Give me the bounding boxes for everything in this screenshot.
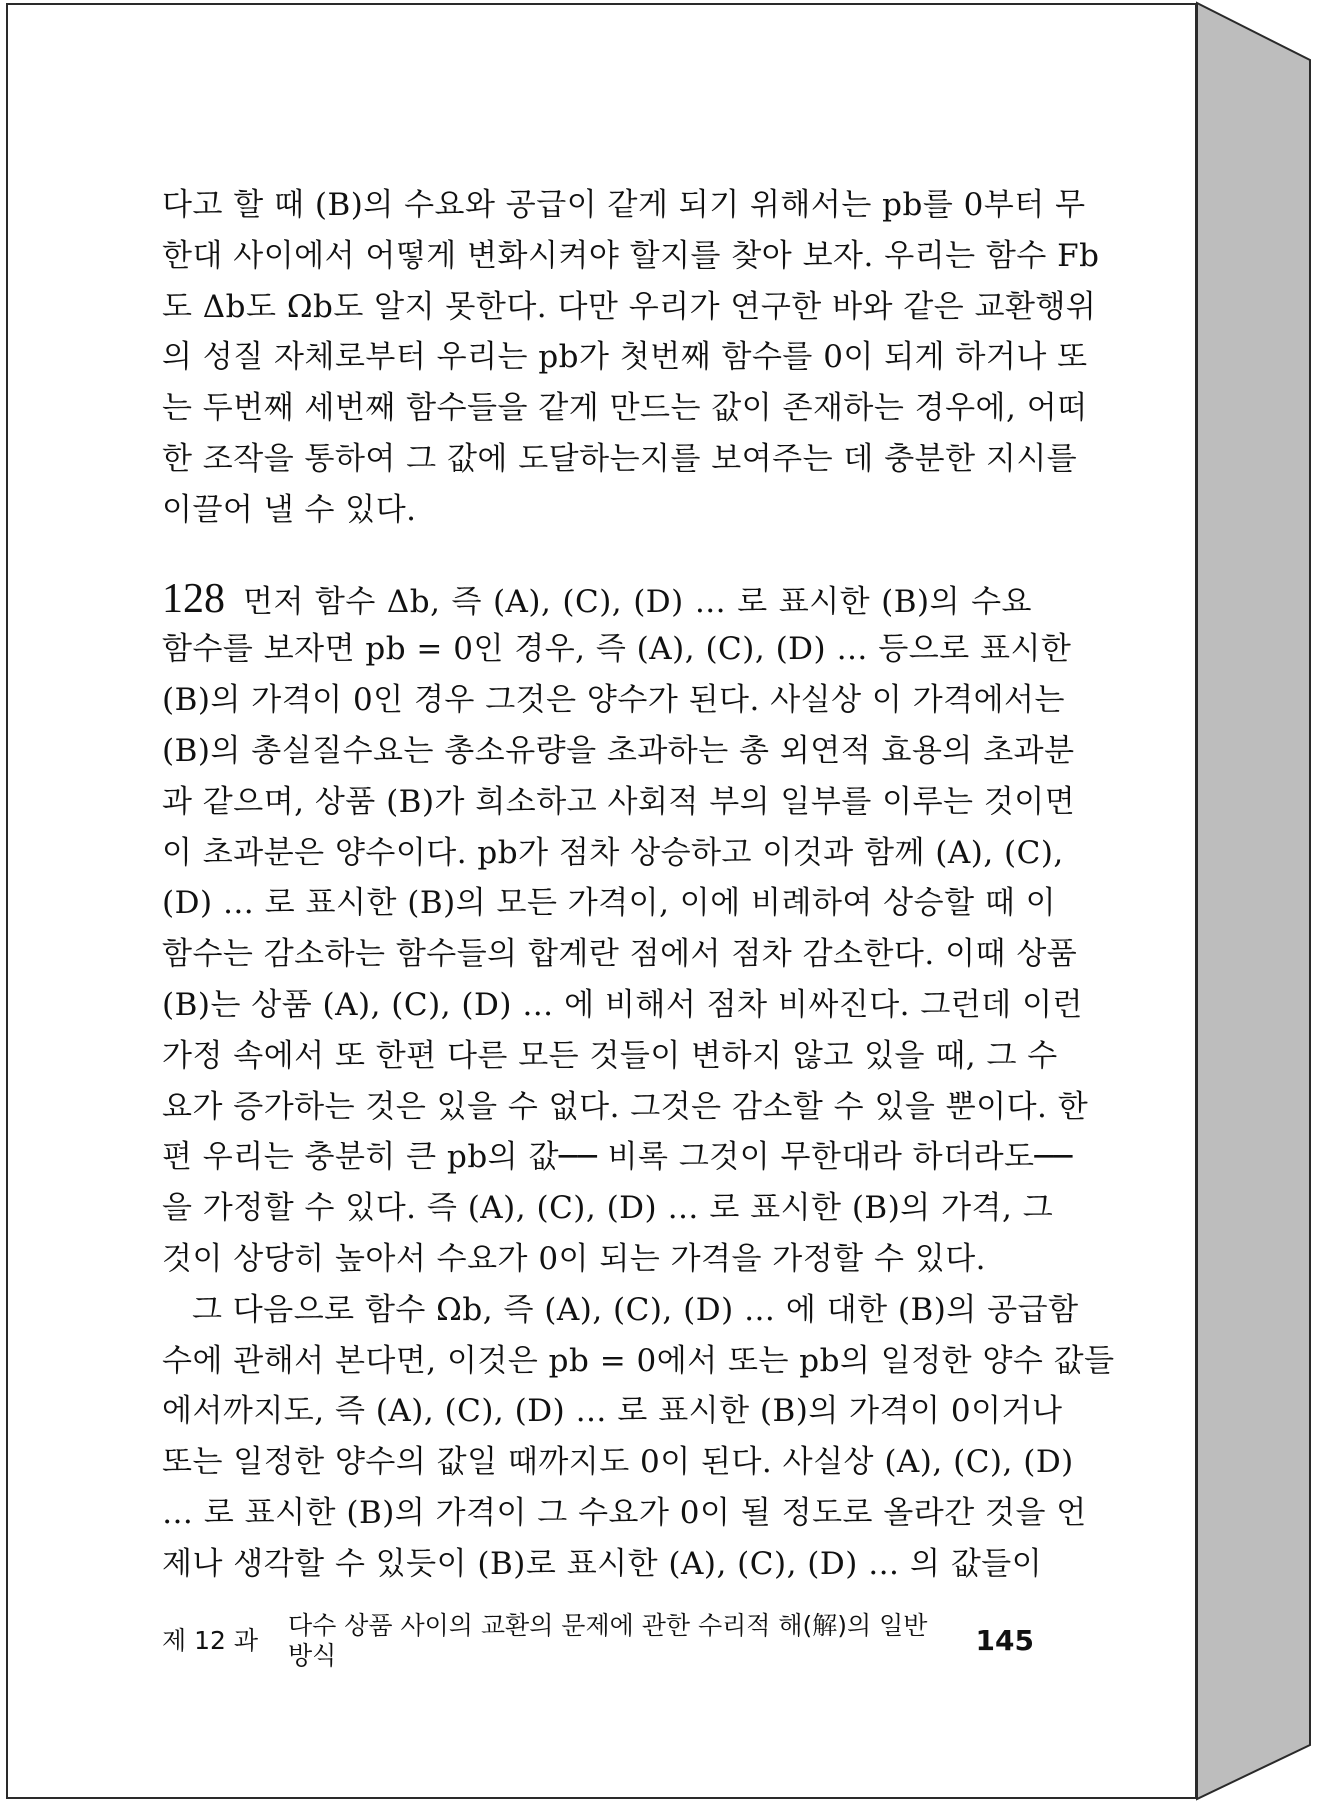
text-line: (B)는 상품 (A), (C), (D) … 에 비해서 점차 비싸진다. 그런데 이런 bbox=[162, 986, 1083, 1023]
text-line: (D) … 로 표시한 (B)의 모든 가격이, 이에 비례하여 상승할 때 이 bbox=[162, 885, 1057, 922]
text-line: 도 Δb도 Ωb도 알지 못한다. 다만 우리가 연구한 바와 같은 교환행위 bbox=[162, 288, 1097, 325]
text-line-first bbox=[162, 574, 1032, 625]
text-line-content: 먼저 함수 Δb, 즉 (A), (C), (D) … 로 표시한 (B)의 수요 bbox=[243, 583, 1032, 620]
paragraph-3 bbox=[162, 1285, 1115, 1590]
text-line: 그 다음으로 함수 Ωb, 즉 (A), (C), (D) … 에 대한 (B)의 공급함 bbox=[192, 1291, 1079, 1328]
text-line: 다고 할 때 (B)의 수요와 공급이 같게 되기 위해서는 pb를 0부터 무 bbox=[162, 187, 1086, 223]
paragraph-gap bbox=[162, 536, 1032, 574]
body-text bbox=[162, 180, 1115, 1590]
text-line: 또는 일정한 양수의 값일 때까지도 0이 된다. 사실상 (A), (C), (D) bbox=[162, 1444, 1074, 1481]
text-line: 제나 생각할 수 있듯이 (B)로 표시한 (A), (C), (D) … 의 값들이 bbox=[162, 1545, 1043, 1582]
chapter-label: 제 12 과 bbox=[162, 1626, 259, 1655]
text-line: 의 성질 자체로부터 우리는 pb가 첫번째 함수를 0이 되게 하거나 또 bbox=[162, 339, 1088, 376]
text-line: 한대 사이에서 어떻게 변화시켜야 할지를 찾아 보자. 우리는 함수 Fb bbox=[162, 237, 1100, 274]
text-line: 이끌어 낼 수 있다. bbox=[162, 491, 417, 528]
text-line: (B)의 총실질수요는 총소유량을 초과하는 총 외연적 효용의 초과분 bbox=[162, 732, 1075, 769]
paragraph-2 bbox=[162, 574, 1089, 1285]
text-line: 을 가정할 수 있다. 즉 (A), (C), (D) … 로 표시한 (B)의 가격, 그 bbox=[162, 1190, 1054, 1227]
text-line: 함수를 보자면 pb = 0인 경우, 즉 (A), (C), (D) … 등으로 표시한 bbox=[162, 631, 1072, 668]
text-line: 이 초과분은 양수이다. pb가 점차 상승하고 이것과 함께 (A), (C), bbox=[162, 834, 1064, 871]
text-line: … 로 표시한 (B)의 가격이 그 수요가 0이 될 정도로 올라간 것을 언 bbox=[162, 1494, 1087, 1531]
text-line: 과 같으며, 상품 (B)가 희소하고 사회적 부의 일부를 이루는 것이면 bbox=[162, 783, 1076, 820]
text-line: 에서까지도, 즉 (A), (C), (D) … 로 표시한 (B)의 가격이 0이거나 bbox=[162, 1393, 1063, 1430]
text-line: 한 조작을 통하여 그 값에 도달하는지를 보여주는 데 충분한 지시를 bbox=[162, 440, 1078, 477]
text-line: 것이 상당히 높아서 수요가 0이 되는 가격을 가정할 수 있다. bbox=[162, 1240, 987, 1277]
text-line: 가정 속에서 또 한편 다른 모든 것들이 변하지 않고 있을 때, 그 수 bbox=[162, 1037, 1058, 1074]
text-line: 수에 관해서 본다면, 이것은 pb = 0에서 또는 pb의 일정한 양수 값들 bbox=[162, 1342, 1115, 1379]
section-number: 128 bbox=[162, 575, 225, 622]
page-number: 145 bbox=[975, 1624, 1034, 1657]
chapter-title: 다수 상품 사이의 교환의 문제에 관한 수리적 해(解)의 일반 방식 bbox=[288, 1611, 928, 1670]
text-line: 요가 증가하는 것은 있을 수 없다. 그것은 감소할 수 있을 뿐이다. 한 bbox=[162, 1088, 1089, 1125]
text-line: 편 우리는 충분히 큰 pb의 값── 비록 그것이 무한대라 하더라도── bbox=[162, 1139, 1073, 1176]
text-line: 는 두번째 세번째 함수들을 같게 만드는 값이 존재하는 경우에, 어떠 bbox=[162, 390, 1088, 427]
page-footer bbox=[162, 1611, 1034, 1671]
text-line: (B)의 가격이 0인 경우 그것은 양수가 된다. 사실상 이 가격에서는 bbox=[162, 682, 1065, 719]
text-line: 함수는 감소하는 함수들의 합계란 점에서 점차 감소한다. 이때 상품 bbox=[162, 936, 1078, 973]
paragraph-1 bbox=[162, 180, 1100, 536]
